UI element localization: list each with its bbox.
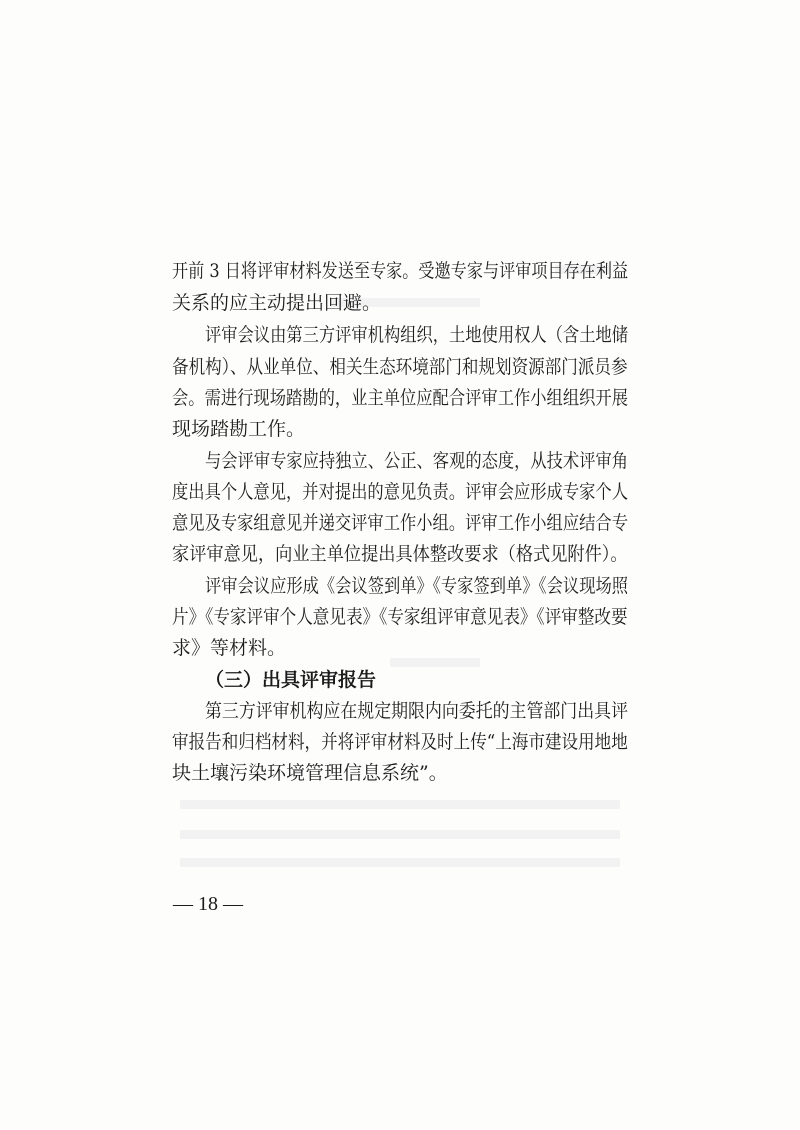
body-line: 评审会议由第三方评审机构组织，土地使用权人（含土地储 bbox=[205, 324, 629, 346]
body-line: 开前 3 日将评审材料发送至专家。受邀专家与评审项目存在利益 bbox=[172, 260, 629, 282]
show-through-mark bbox=[390, 658, 480, 667]
section-heading: （三）出具评审报告 bbox=[205, 669, 377, 691]
body-line: 度出具个人意见，并对提出的意见负责。评审会应形成专家个人 bbox=[172, 481, 628, 503]
body-line: 关系的应主动提出回避。 bbox=[172, 292, 382, 314]
body-line: 会。需进行现场踏勘的，业主单位应配合评审工作小组组织开展 bbox=[172, 387, 628, 409]
body-line: 求》等材料。 bbox=[172, 637, 287, 659]
body-line: 意见及专家组意见并递交评审工作小组。评审工作小组应结合专 bbox=[172, 512, 628, 534]
page-number: — 18 — bbox=[173, 893, 243, 915]
body-line: 备机构）、从业单位、相关生态环境部门和规划资源部门派员参 bbox=[172, 356, 628, 378]
body-line: 审报告和归档材料，并将评审材料及时上传“上海市建设用地地 bbox=[172, 731, 628, 753]
body-line: 评审会议应形成《会议签到单》《专家签到单》《会议现场照 bbox=[205, 575, 629, 597]
body-line: 片》《专家评审个人意见表》《专家组评审意见表》《评审整改要 bbox=[172, 606, 628, 628]
body-line: 块土壤污染环境管理信息系统”。 bbox=[172, 762, 448, 784]
body-line: 与会评审专家应持独立、公正、客观的态度，从技术评审角 bbox=[205, 450, 629, 472]
show-through-mark bbox=[180, 830, 620, 839]
body-line: 家评审意见，向业主单位提出具体整改要求（格式见附件）。 bbox=[172, 543, 628, 565]
show-through-mark bbox=[180, 858, 620, 867]
body-line: 现场踏勘工作。 bbox=[172, 418, 306, 440]
show-through-mark bbox=[180, 800, 620, 809]
body-line: 第三方评审机构应在规定期限内向委托的主管部门出具评 bbox=[205, 700, 629, 722]
